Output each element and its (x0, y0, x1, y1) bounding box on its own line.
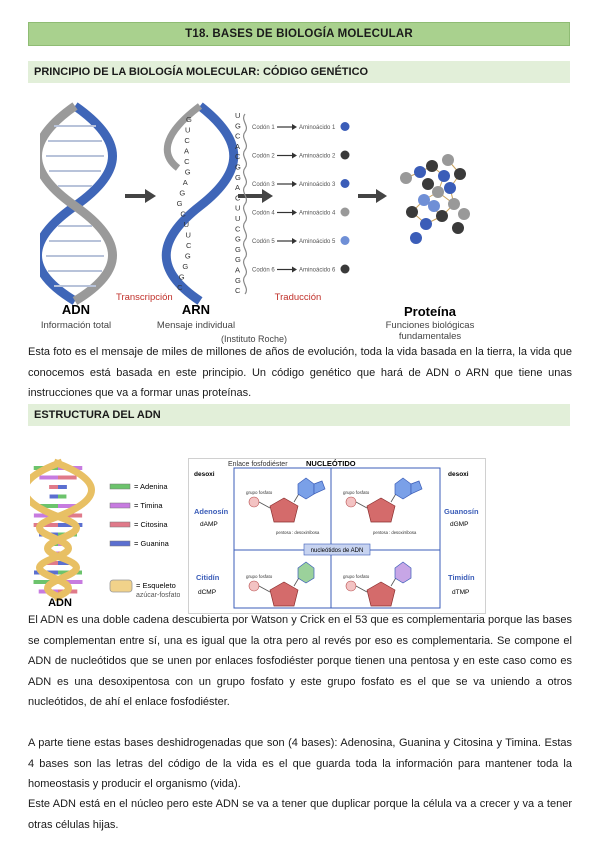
codon-label: Codón 6 (252, 267, 275, 274)
arn-base-letter: G (186, 115, 192, 124)
guanosin-label: Guanosín (444, 507, 479, 516)
nucleotide-header-link: Enlace fosfodiéster (228, 461, 288, 468)
arn-label: ARN (181, 302, 211, 317)
pentose-label: pentosa : desoxirribosa (373, 530, 417, 535)
paragraph-genetic-code: Esta foto es el mensaje de miles de millones de años de evolución, toda la vida basada en la tierra, la vida que conocemos está basada en este principio. Un código genético que hará de ADN o ARN que tiene unas instrucciones que va a formar unas proteínas. (28, 346, 572, 399)
phosphate-icon (249, 497, 259, 507)
legend-swatch (110, 503, 130, 508)
codon-arrowhead-icon (292, 124, 297, 130)
timidin-label: Timidín (448, 573, 475, 582)
center-label: nucleótidos de ADN (310, 548, 364, 554)
arn-base-letter: C (180, 209, 186, 219)
amino-acid-dot (341, 265, 350, 274)
mrna-base-letter: C (235, 131, 241, 141)
codon-label: Codón 3 (252, 182, 275, 188)
phosphate-group-label: grupo fosfato (343, 574, 370, 579)
translation-label: Traducción (274, 292, 322, 303)
mrna-base-letter: C (235, 286, 241, 296)
guanosin-sub: dGMP (450, 521, 469, 528)
codon-arrowhead-icon (292, 267, 297, 273)
mrna-base-letter: G (235, 172, 241, 182)
timidin-sub: dTMP (452, 589, 470, 596)
protein-sublabel: Funciones biológicas (385, 320, 475, 331)
amino-acid-label: Aminoácido 1 (299, 125, 336, 131)
section-heading-dna-structure: ESTRUCTURA DEL ADN (28, 404, 570, 426)
paragraph-dna-2: A parte tiene estas bases deshidrogenadas que son (4 bases): Adenosina, Guanina y Citosina y Timina. Estas 4 bases son las letras del código de la vida es el que guarda toda la información para mantener toda la homeostasis y producir el organismo (vida). (28, 737, 572, 790)
amino-acid-label: Aminoácido 4 (299, 210, 336, 217)
document-title: T18. BASES DE BIOLOGÍA MOLECULAR (28, 22, 570, 46)
pentose-label: pentosa : desoxirribosa (276, 530, 320, 535)
base-pair-rung (58, 485, 67, 489)
dna-structure-figure (30, 440, 180, 610)
transcription-label: Transcripción (116, 292, 173, 303)
phosphate-group-label: grupo fosfato (246, 574, 273, 579)
codon-label: Codón 4 (252, 210, 275, 217)
mrna-base-letter: G (235, 234, 241, 244)
mrna-base-letter: G (235, 244, 241, 254)
arn-base-letter: A (182, 178, 188, 187)
phosphate-group-label: grupo fosfato (343, 490, 370, 495)
amino-acid-dot (341, 122, 350, 131)
legend-label: = Adenina (134, 482, 168, 491)
base-pair-rung (58, 476, 77, 480)
dna-double-helix (40, 106, 113, 301)
arn-base-letter: U (183, 220, 189, 229)
backbone-label: = Esqueleto (136, 581, 176, 590)
amino-acid-label: Aminoácido 2 (299, 153, 336, 160)
codon-label: Codón 1 (252, 125, 275, 131)
amino-acid-dot (341, 151, 350, 160)
nucleotides-figure (188, 458, 486, 614)
legend-label: = Timina (134, 501, 163, 510)
figure-credit: (Instituto Roche) (220, 334, 288, 344)
mrna-base-letter: G (235, 255, 241, 265)
mrna-base-letter: G (235, 121, 241, 131)
citidin-sub: dCMP (198, 589, 217, 596)
adenosin-label: Adenosín (194, 507, 229, 516)
amino-acid-label: Aminoácido 6 (299, 267, 336, 274)
arn-base-letter: U (185, 125, 191, 135)
arn-base-letter: C (184, 136, 190, 145)
protein-label: Proteína (403, 304, 457, 319)
arn-base-letter: A (184, 146, 190, 156)
adenosin-sub: dAMP (200, 521, 218, 528)
legend-label: = Guanina (134, 539, 169, 548)
amino-acid-dot (341, 179, 350, 188)
codon-arrowhead-icon (292, 238, 297, 244)
mrna-base-letter: A (235, 141, 241, 151)
paragraph-dna-3: Este ADN está en el núcleo pero este ADN se va a tener que duplicar porque la célula va a crecer y va a tener otras células hijas. (28, 798, 572, 831)
phosphate-icon (346, 581, 356, 591)
codon-arrowhead-icon (292, 181, 297, 187)
codon-label: Codón 5 (252, 239, 275, 245)
mrna-base-letter: A (235, 265, 241, 275)
arn-sublabel: Mensaje individual (156, 320, 236, 331)
arn-base-letter: G (176, 199, 183, 208)
legend-label: = Citosina (134, 520, 168, 529)
arn-base-letter: G (184, 251, 191, 261)
legend-swatch (110, 541, 130, 546)
codon-label: Codón 2 (252, 153, 275, 160)
phosphate-icon (346, 497, 356, 507)
mrna-base-letter: G (235, 162, 241, 172)
corner-right-label: desoxi (448, 471, 469, 478)
base-pair-rung (58, 495, 66, 499)
protein-sublabel-2: fundamentales (398, 331, 462, 342)
phosphate-icon (249, 581, 259, 591)
base-pair-rung (50, 495, 58, 499)
base-pair-rung (39, 476, 58, 480)
central-dogma-figure (40, 96, 480, 344)
paragraph-dna-1: El ADN es una doble cadena descubierta por Watson y Crick en el 53 que es complementaria porque las bases se complementan entre sí, una es igual que la otra pero al revés por eso es complementaria. Se compone el ADN de nucleótidos que se unen por enlaces fosfodiéster porque tienen una pentosa y en este caso como es ADN es una desoxipentosa con un grupo fosfato y este grupo fosfato es el que se va uniendo a otros nucleótidos, de ahí el enlace fosfodiéster. (28, 614, 572, 708)
section-heading-genetic-code: PRINCIPIO DE LA BIOLOGÍA MOLECULAR: CÓDIGO GENÉTICO (28, 61, 570, 83)
mrna-base-letter: C (235, 193, 241, 203)
mrna-strand (244, 114, 247, 294)
adn-label: ADN (61, 302, 91, 317)
citidin-label: Citidín (196, 573, 220, 582)
legend-swatch (110, 484, 130, 489)
arn-base-letter: U (185, 230, 191, 240)
mrna-base-letter: C (235, 224, 241, 234)
phosphate-group-label: grupo fosfato (246, 490, 273, 495)
codon-arrowhead-icon (292, 210, 297, 216)
mrna-base-letter: U (235, 111, 241, 120)
mrna-base-letter: A (235, 183, 241, 193)
corner-left-label: desoxi (194, 471, 215, 478)
amino-acid-dot (341, 236, 350, 245)
arn-base-letter: C (184, 157, 190, 166)
amino-acid-label: Aminoácido 3 (299, 182, 336, 188)
amino-acid-label: Aminoácido 5 (299, 239, 336, 245)
codon-arrowhead-icon (292, 153, 297, 159)
mrna-base-letter: C (235, 152, 241, 162)
dna-structure-label: ADN (48, 597, 72, 609)
nucleotide-header: NUCLEÓTIDO (306, 459, 356, 468)
arn-base-letter: G (179, 188, 186, 198)
legend-swatch (110, 522, 130, 527)
arn-base-letter: G (184, 167, 191, 177)
base-pair-rung (49, 485, 58, 489)
protein-cluster (400, 154, 470, 244)
backbone-label-2: azúcar-fosfato (136, 592, 180, 599)
arn-base-letter: G (182, 262, 189, 271)
arn-base-letter: G (178, 272, 185, 282)
adn-sublabel: Información total (40, 320, 112, 331)
arn-base-letter: C (177, 283, 183, 292)
backbone-swatch (110, 580, 132, 592)
arn-base-letter: C (185, 241, 192, 250)
mrna-base-letter: U (235, 214, 241, 223)
mrna-base-letter: G (235, 275, 241, 285)
mrna-base-letter: U (235, 203, 241, 213)
amino-acid-dot (341, 208, 350, 217)
